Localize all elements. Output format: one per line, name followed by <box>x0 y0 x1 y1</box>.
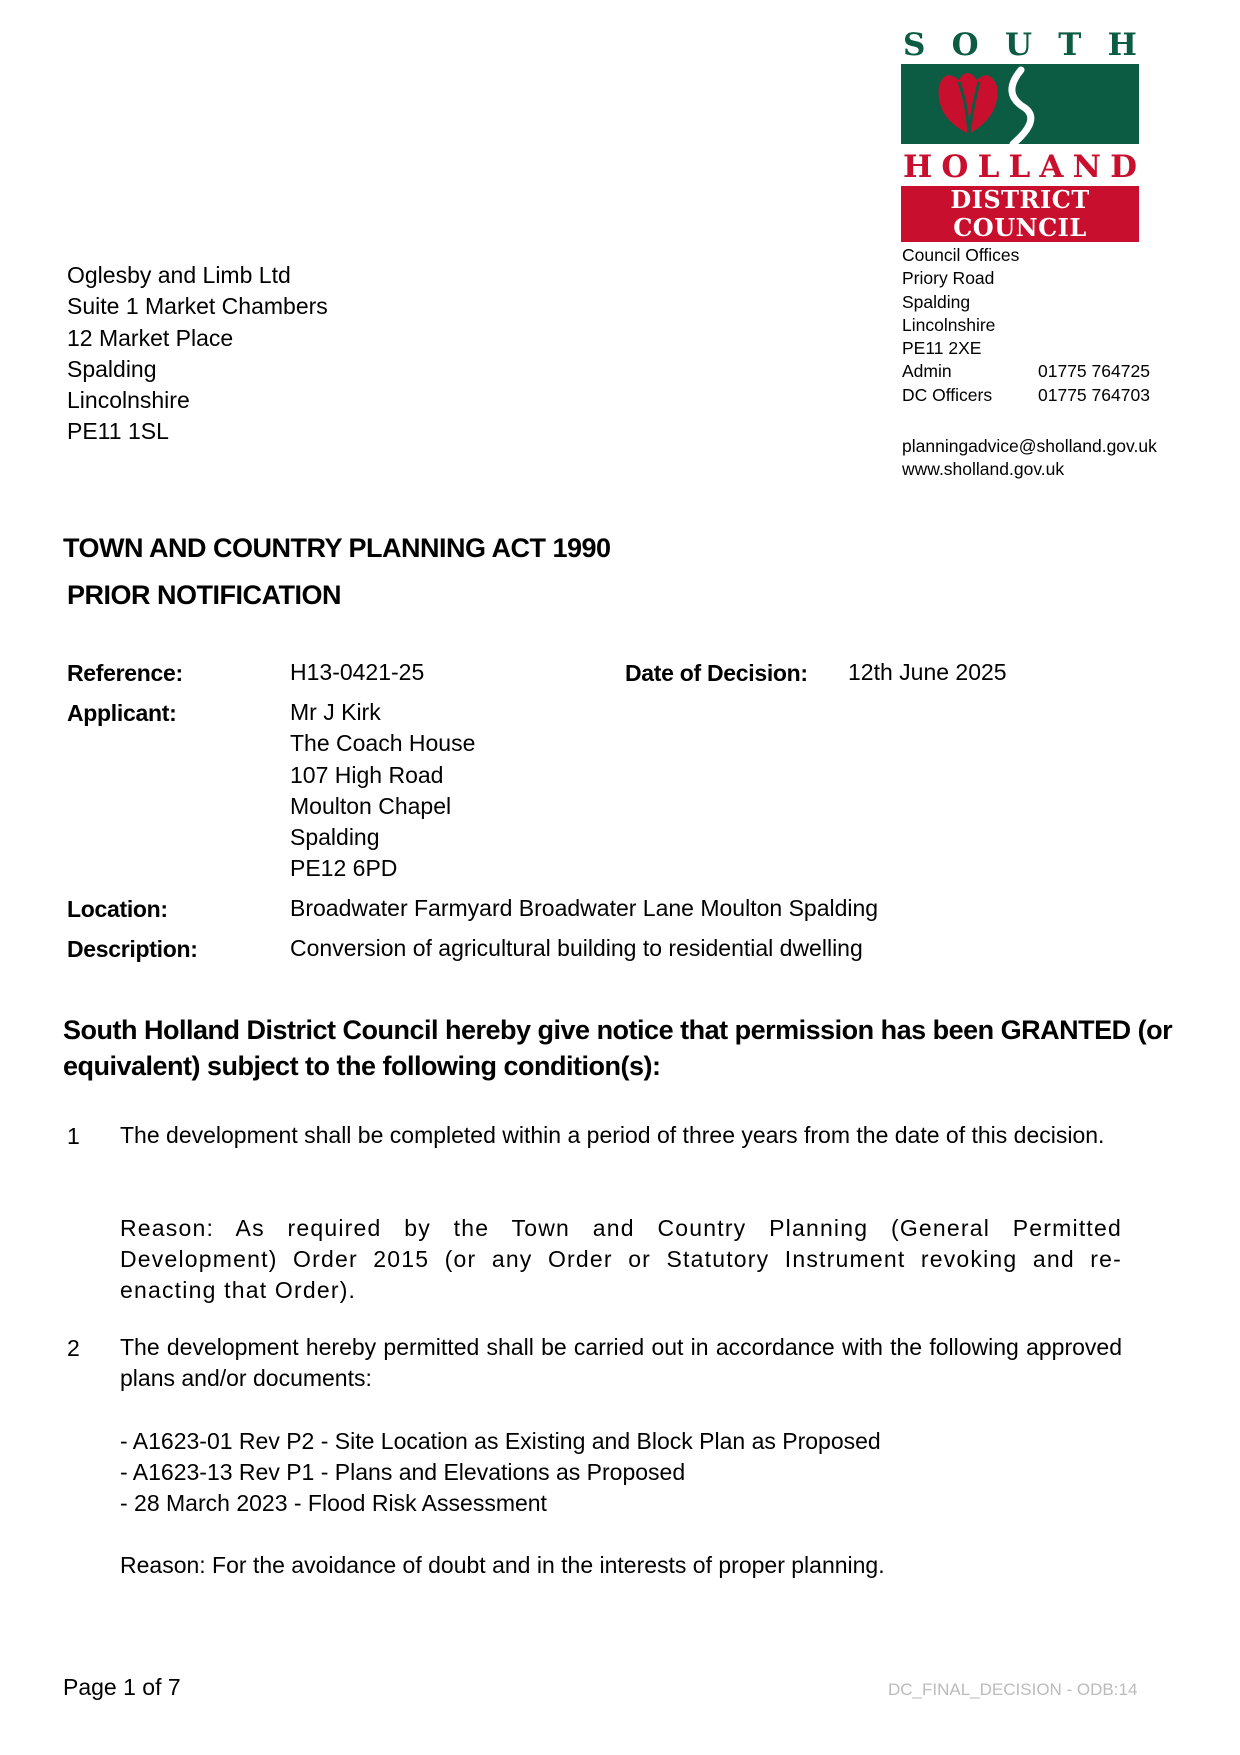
logo-letter: L <box>977 149 1000 185</box>
applicant-line: The Coach House <box>290 730 476 757</box>
recipient-line: PE11 1SL <box>67 418 169 445</box>
date-label: Date of Decision: <box>625 660 808 686</box>
logo-letter: N <box>1072 149 1101 185</box>
description-label: Description: <box>67 936 198 962</box>
phone-admin <box>902 360 1157 383</box>
condition-number: 2 <box>67 1335 80 1361</box>
address-line: Spalding <box>902 291 971 312</box>
act-title: TOWN AND COUNTRY PLANNING ACT 1990 <box>63 533 611 563</box>
applicant-line: Spalding <box>290 824 380 851</box>
description-value: Conversion of agricultural building to residential dwelling <box>290 935 863 961</box>
phone-number: 01775 764703 <box>1038 384 1150 405</box>
applicant-line: Moulton Chapel <box>290 792 452 819</box>
condition-number: 1 <box>67 1123 80 1149</box>
tulip-emblem <box>901 64 1139 144</box>
logo-letter: T <box>1058 27 1082 63</box>
logo-letter: H <box>1107 27 1137 63</box>
phone-label: DC Officers <box>902 384 993 405</box>
applicant-address <box>290 697 475 885</box>
council-logo <box>901 28 1139 242</box>
logo-letter: U <box>1004 27 1033 63</box>
address-line: Lincolnshire <box>902 314 996 335</box>
logo-letter: L <box>1008 149 1031 185</box>
address-line: Priory Road <box>902 268 995 289</box>
logo-letter: O <box>941 149 969 185</box>
grant-statement: South Holland District Council hereby give notice that permission has been GRANTED (or equivalent) subject to the following condition(s): <box>63 1015 1173 1081</box>
condition-2-reason: Reason: For the avoidance of doubt and in the interests of proper planning. <box>120 1552 885 1578</box>
date-value: 12th June 2025 <box>848 659 1007 685</box>
recipient-line: Lincolnshire <box>67 387 190 414</box>
condition-1-reason: Reason: As required by the Town and Country Planning (General Permitted Development) Order 2015 (or any Order or Statutory Instrument revoking and re-enacting that Order). <box>120 1215 1122 1303</box>
phone-label: Admin <box>902 361 952 382</box>
reference-value: H13-0421-25 <box>290 659 425 685</box>
address-line: Council Offices <box>902 245 1020 265</box>
tulip-icon <box>901 64 1139 144</box>
page-number: Page 1 of 7 <box>63 1674 181 1700</box>
council-address <box>902 244 1157 482</box>
applicant-line: PE12 6PD <box>290 855 398 882</box>
applicant-line: Mr J Kirk <box>290 699 381 725</box>
approved-document: - A1623-13 Rev P1 - Plans and Elevations as Proposed <box>120 1459 686 1485</box>
condition-2-text: The development hereby permitted shall be carried out in accordance with the following approved plans and/or documents: <box>120 1334 1122 1391</box>
recipient-line: Oglesby and Limb Ltd <box>67 262 291 288</box>
email-link[interactable]: planningadvice@sholland.gov.uk <box>902 436 1157 457</box>
recipient-line: 12 Market Place <box>67 324 234 351</box>
reference-label: Reference: <box>67 660 183 686</box>
phone-dc-officers <box>902 384 1157 407</box>
applicant-line: 107 High Road <box>290 761 444 788</box>
recipient-address <box>67 260 328 448</box>
recipient-line: Suite 1 Market Chambers <box>67 293 328 320</box>
website-link[interactable]: www.sholland.gov.uk <box>902 459 1065 480</box>
logo-middle-word <box>901 150 1139 184</box>
logo-letter: O <box>951 27 979 63</box>
logo-district-council: DISTRICT COUNCIL <box>901 186 1139 242</box>
phone-number: 01775 764725 <box>1038 361 1150 382</box>
location-label: Location: <box>67 896 168 922</box>
approved-document: - 28 March 2023 - Flood Risk Assessment <box>120 1490 547 1516</box>
approved-documents-list <box>120 1426 1122 1519</box>
logo-letter: S <box>903 27 926 63</box>
logo-letter: D <box>1110 149 1137 185</box>
recipient-line: Spalding <box>67 355 157 382</box>
logo-letter: H <box>903 149 933 185</box>
notice-type-title: PRIOR NOTIFICATION <box>67 580 341 610</box>
location-value: Broadwater Farmyard Broadwater Lane Moulton Spalding <box>290 895 879 921</box>
logo-letter: A <box>1039 149 1064 185</box>
applicant-label: Applicant: <box>67 700 177 726</box>
approved-document: - A1623-01 Rev P2 - Site Location as Existing and Block Plan as Proposed <box>120 1428 881 1454</box>
condition-1-text: The development shall be completed within a period of three years from the date of this decision. <box>120 1122 1105 1148</box>
logo-top-word <box>901 28 1139 62</box>
document-reference: DC_FINAL_DECISION - ODB:14 <box>888 1680 1138 1699</box>
address-line: PE11 2XE <box>902 338 982 359</box>
